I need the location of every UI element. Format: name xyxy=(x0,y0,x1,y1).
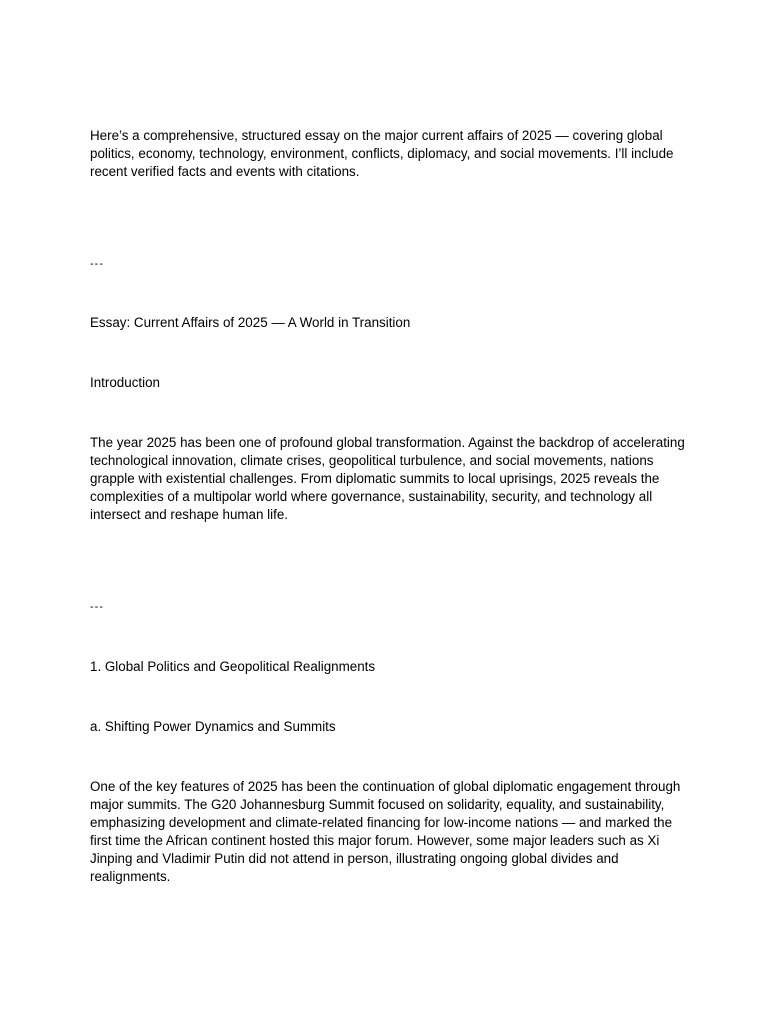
separator: --- xyxy=(90,258,104,270)
separator: --- xyxy=(90,601,104,613)
intro-paragraph: Here’s a comprehensive, structured essay on the major current affairs of 2025 — covering global politics, economy, technology, environment, conflicts, diplomacy, and social movements. I’ll include recent verified facts and events with citations. xyxy=(90,128,674,179)
subsection-heading: a. Shifting Power Dynamics and Summits xyxy=(90,719,336,734)
subsection-paragraph: One of the key features of 2025 has been the continuation of global diplomatic engagement through major summits. The G20 Johannesburg Summit focused on solidarity, equality, and sustainability, emphasizing development and climate-related financing for low-income nations — and marked the first time the African continent hosted this major forum. However, some major leaders such as Xi Jinping and Vladimir Putin did not attend in person, illustrating ongoing global divides and realignments. xyxy=(90,779,681,884)
section-heading: 1. Global Politics and Geopolitical Realignments xyxy=(90,659,376,674)
introduction-heading: Introduction xyxy=(90,375,160,390)
introduction-paragraph: The year 2025 has been one of profound global transformation. Against the backdrop of accelerating technological innovation, climate crises, geopolitical turbulence, and social movements, nations grapple with existential challenges. From diplomatic summits to local uprisings, 2025 reveals the complexities of a multipolar world where governance, sustainability, security, and technology all intersect and reshape human life. xyxy=(90,435,685,522)
essay-title: Essay: Current Affairs of 2025 — A World in Transition xyxy=(90,315,411,330)
